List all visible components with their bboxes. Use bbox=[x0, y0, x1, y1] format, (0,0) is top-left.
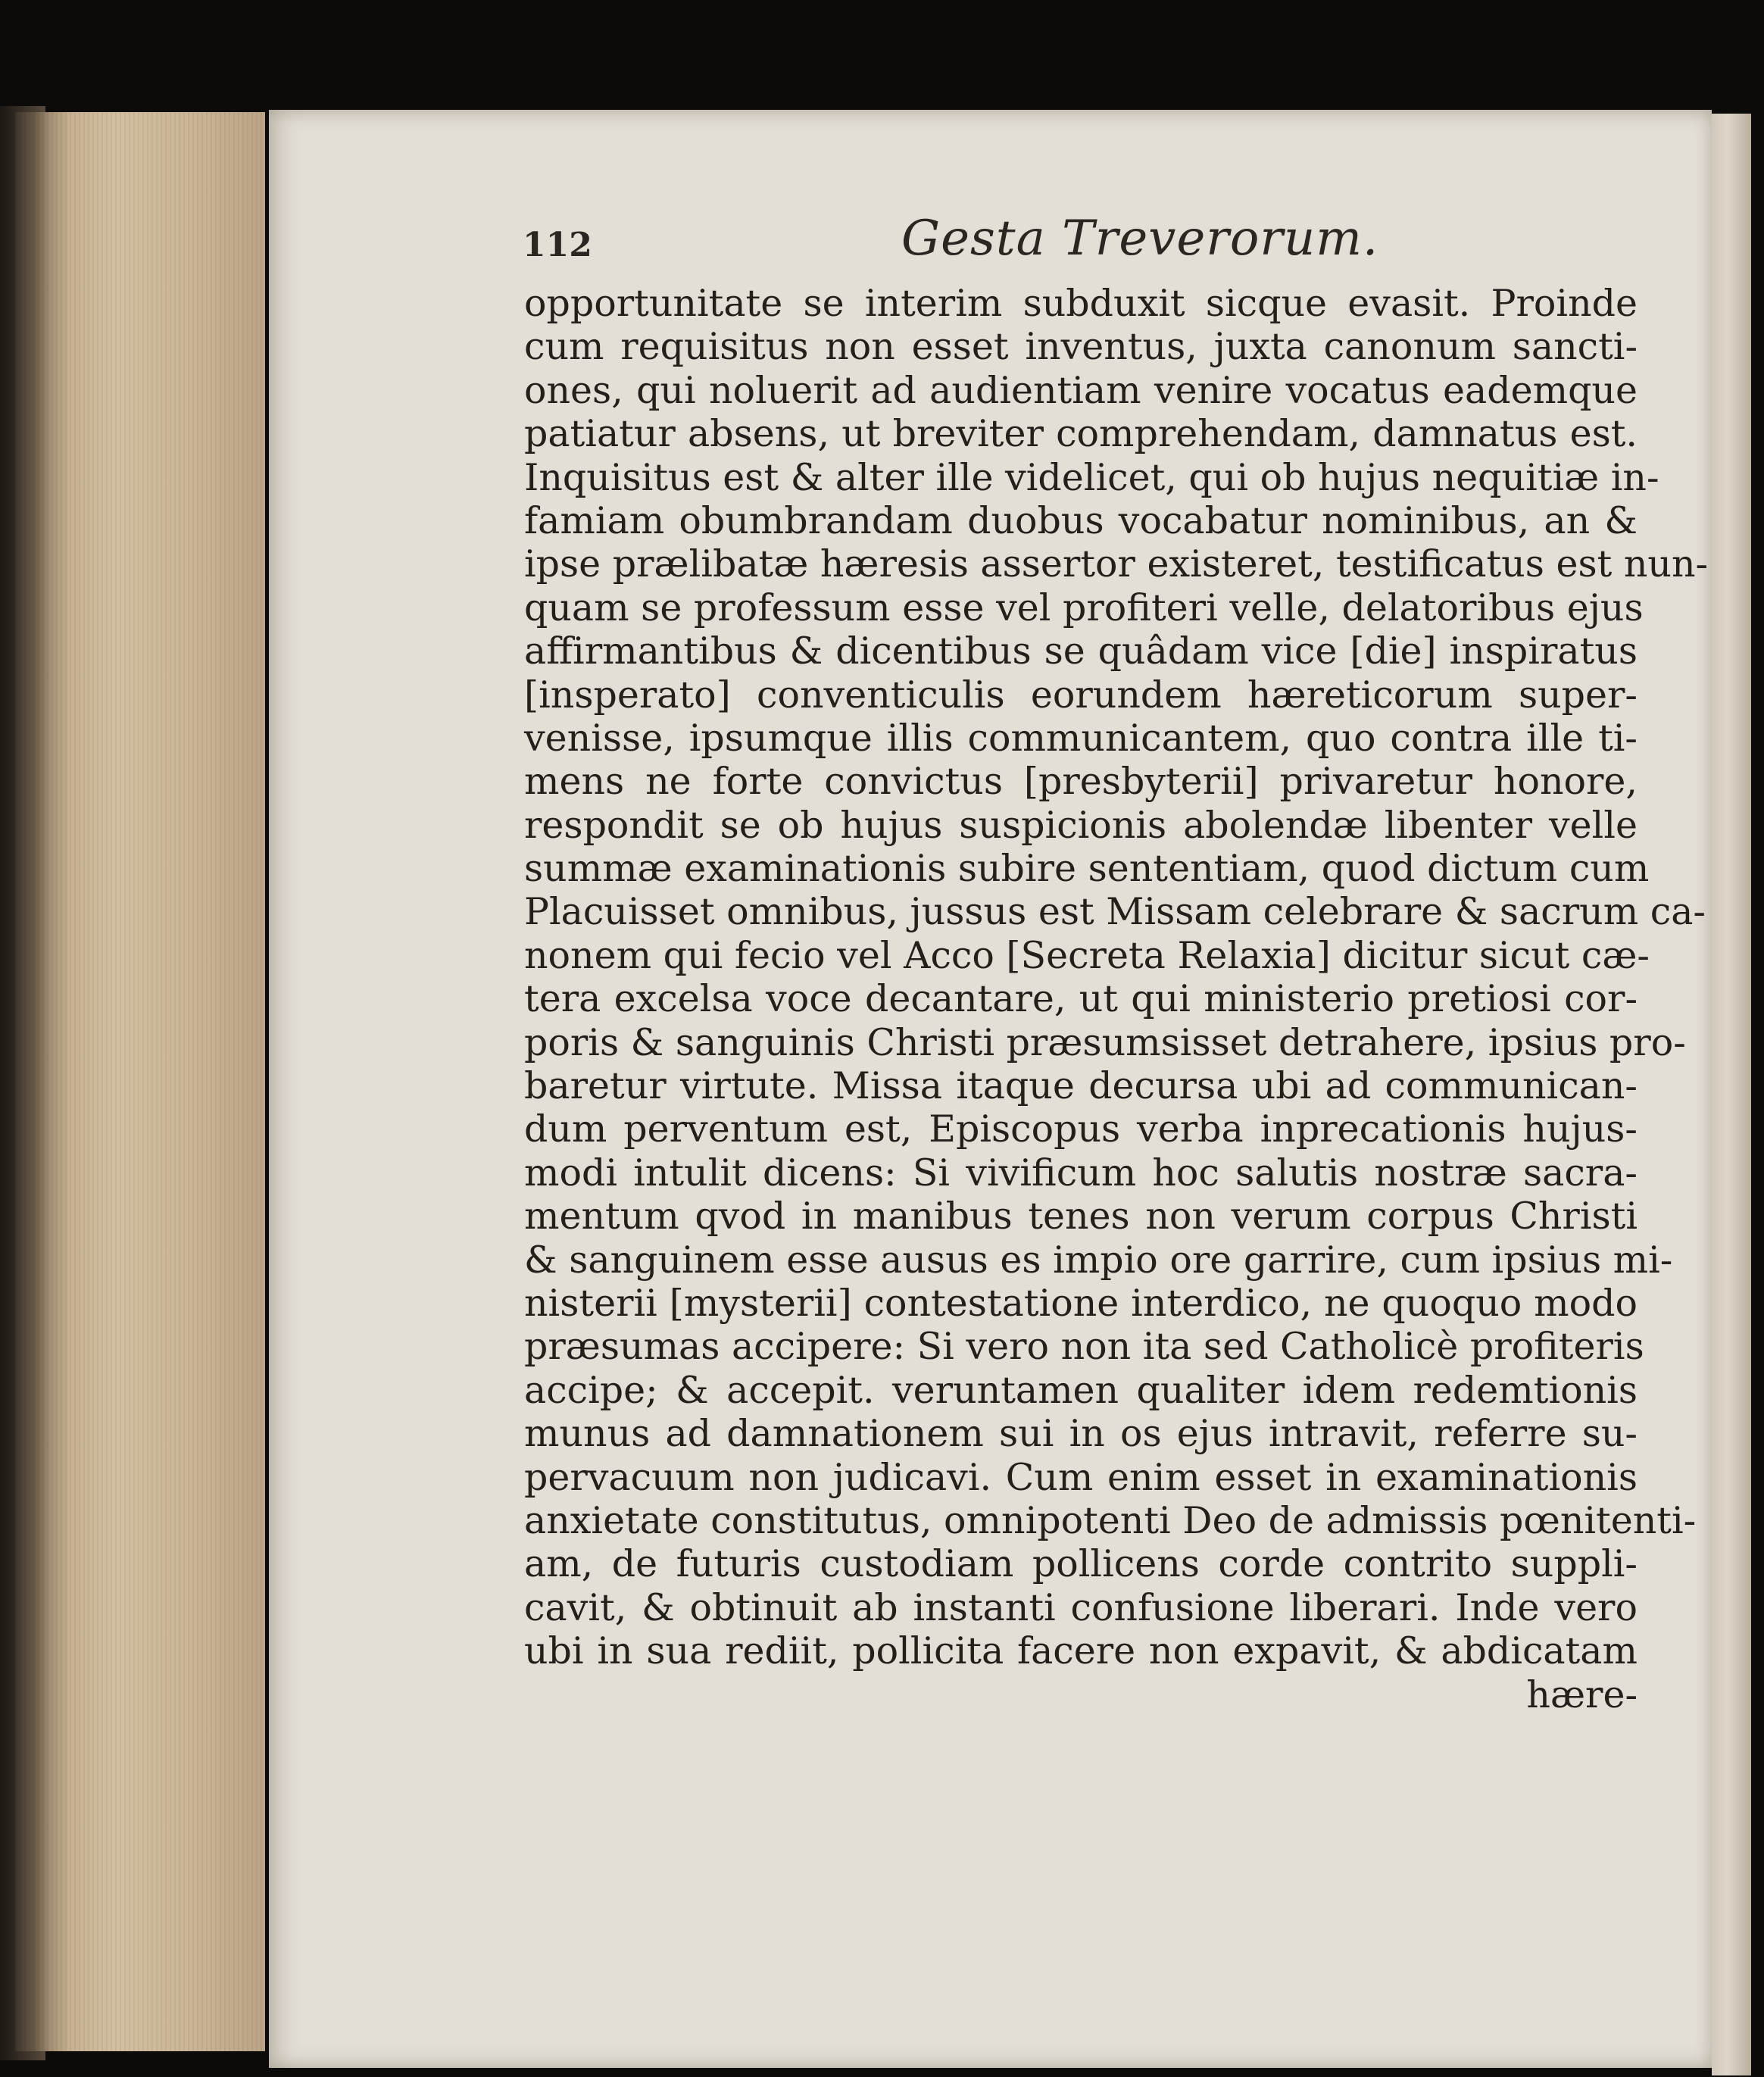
text-line: & sanguinem esse ausus es impio ore garrire, cum ipsius mi- bbox=[524, 1238, 1673, 1282]
text-line: opportunitate se interim subduxit sicque evasit. Proinde bbox=[524, 282, 1638, 325]
text-line: pervacuum non judicavi. Cum enim esset in examinationis bbox=[524, 1455, 1638, 1499]
text-line: famiam obumbrandam duobus vocabatur nominibus, an & bbox=[524, 498, 1638, 542]
text-line: poris & sanguinis Christi præsumsisset detrahere, ipsius pro- bbox=[524, 1020, 1686, 1064]
text-line: respondit se ob hujus suspicionis abolendæ libenter velle bbox=[524, 803, 1638, 847]
text-line: patiatur absens, ut breviter comprehendam, damnatus est. bbox=[524, 412, 1638, 456]
text-line: mentum qvod in manibus tenes non verum corpus Christi bbox=[524, 1195, 1638, 1238]
text-line: præsumas accipere: Si vero non ita sed Catholicè profiteris bbox=[524, 1325, 1644, 1369]
catchword-line bbox=[524, 1673, 1638, 1716]
text-line: venisse, ipsumque illis communicantem, quo contra ille ti- bbox=[524, 716, 1638, 760]
text-line: anxietate constitutus, omnipotenti Deo de admissis pœnitenti- bbox=[524, 1498, 1697, 1542]
text-line: [insperato] conventiculis eorundem hæreticorum super- bbox=[524, 673, 1638, 717]
text-line: munus ad damnationem sui in os ejus intravit, referre su- bbox=[524, 1412, 1638, 1456]
text-line: summæ examinationis subire sententiam, quod dictum cum bbox=[524, 847, 1650, 891]
running-title: Gesta Treverorum. bbox=[901, 211, 1379, 267]
page-header bbox=[523, 211, 1659, 271]
body-text bbox=[524, 282, 1709, 1716]
text-line: cavit, & obtinuit ab instanti confusione liberari. Inde vero bbox=[524, 1585, 1638, 1629]
text-line: dum perventum est, Episcopus verba inprecationis hujus- bbox=[524, 1107, 1638, 1151]
text-line: modi intulit dicens: Si vivificum hoc salutis nostræ sacra- bbox=[524, 1151, 1638, 1195]
text-line: accipe; & accepit. veruntamen qualiter idem redemtionis bbox=[524, 1368, 1638, 1412]
text-line: tera excelsa voce decantare, ut qui ministerio pretiosi cor- bbox=[524, 977, 1638, 1021]
text-line: ones, qui noluerit ad audientiam venire vocatus eademque bbox=[524, 368, 1638, 412]
text-line: Inquisitus est & alter ille videlicet, qui ob hujus nequitiæ in- bbox=[524, 455, 1659, 499]
text-line: Placuisset omnibus, jussus est Missam celebrare & sacrum ca- bbox=[524, 890, 1706, 934]
text-line: affirmantibus & dicentibus se quâdam vice [die] inspiratus bbox=[524, 629, 1638, 673]
text-line: ubi in sua rediit, pollicita facere non expavit, & abdicatam bbox=[524, 1629, 1638, 1673]
page-stack-right bbox=[1712, 114, 1751, 2075]
text-line: baretur virtute. Missa itaque decursa ubi ad communican- bbox=[524, 1064, 1638, 1108]
catchword: hære- bbox=[1526, 1673, 1638, 1716]
page-number: 112 bbox=[523, 226, 592, 264]
page-stack-left bbox=[15, 112, 265, 2051]
text-line: quam se professum esse vel profiteri velle, delatoribus ejus bbox=[524, 586, 1644, 629]
text-line: mens ne forte convictus [presbyterii] privaretur honore, bbox=[524, 760, 1638, 804]
text-line: cum requisitus non esset inventus, juxta canonum sancti- bbox=[524, 325, 1638, 369]
text-line: ipse prælibatæ hæresis assertor existeret, testificatus est nun- bbox=[524, 542, 1709, 586]
text-line: am, de futuris custodiam pollicens corde contrito suppli- bbox=[524, 1542, 1638, 1586]
text-line: nisterii [mysterii] contestatione interdico, ne quoquo modo bbox=[524, 1281, 1638, 1325]
text-line: nonem qui fecio vel Acco [Secreta Relaxia] dicitur sicut cæ- bbox=[524, 933, 1650, 977]
